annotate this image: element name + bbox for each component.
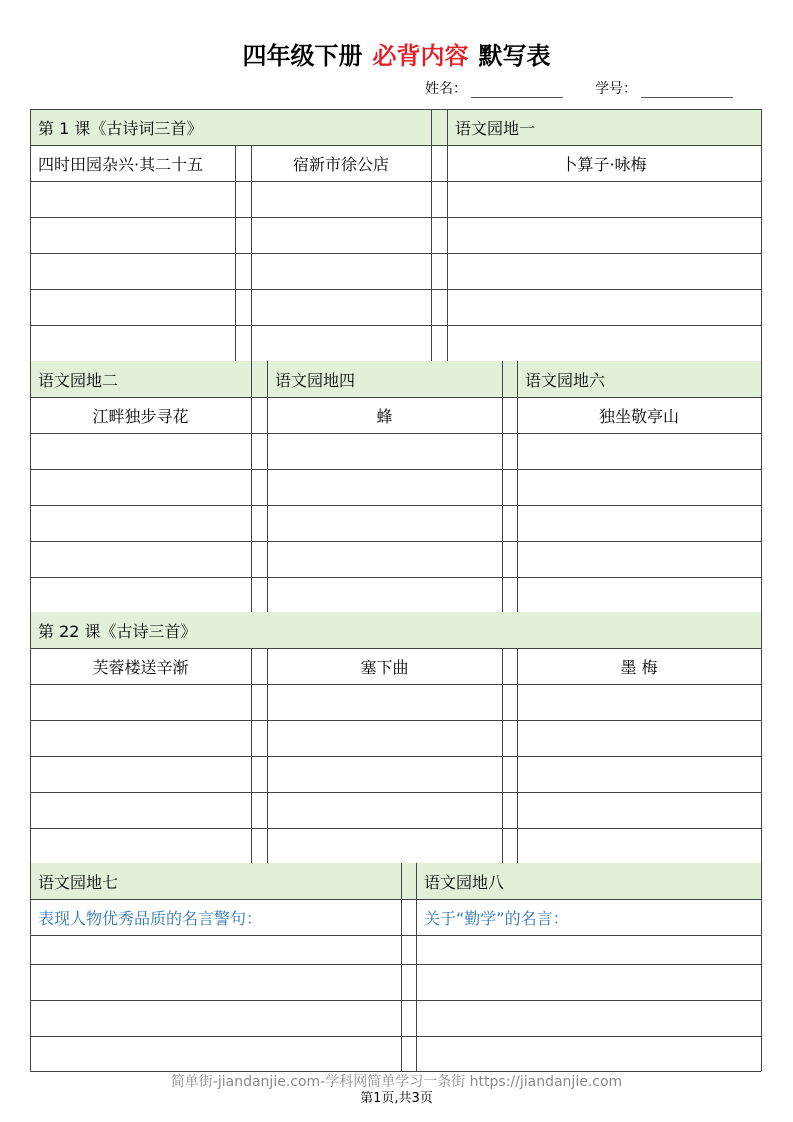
poem-title: 卜算子·咏梅 bbox=[561, 154, 647, 174]
poem-title: 宿新市徐公店 bbox=[292, 154, 389, 174]
prompt-text: 关于“勤学”的名言： bbox=[424, 908, 569, 928]
page-title bbox=[0, 36, 793, 71]
id-field[interactable] bbox=[641, 83, 733, 98]
name-label: 姓名： bbox=[425, 81, 467, 97]
section-header: 语文园地六 bbox=[517, 361, 761, 397]
section-header: 语文园地一 bbox=[447, 109, 761, 145]
poem-title: 蜂 bbox=[376, 406, 393, 426]
student-info bbox=[425, 78, 733, 98]
gap-cell bbox=[502, 361, 517, 397]
poem-title: 四时田园杂兴·其二十五 bbox=[38, 154, 204, 174]
section-header: 语文园地四 bbox=[267, 361, 502, 397]
poem-title: 塞下曲 bbox=[360, 657, 409, 677]
name-field[interactable] bbox=[471, 83, 563, 98]
section-header: 语文园地二 bbox=[30, 361, 251, 397]
section-header: 语文园地八 bbox=[416, 863, 761, 899]
title-grade: 四年级下册 bbox=[242, 42, 363, 70]
gap-cell bbox=[401, 863, 416, 899]
gap-cell bbox=[251, 361, 267, 397]
prompt-text: 表现人物优秀品质的名言警句： bbox=[38, 908, 263, 928]
title-suffix: 默写表 bbox=[478, 42, 551, 70]
poem-title: 墨 梅 bbox=[620, 657, 658, 677]
section-header: 第 1 课《古诗词三首》 bbox=[30, 109, 431, 145]
watermark: 简单街-jiandanjie.com-学科网简单学习一条街 https://jiandanjie.com bbox=[170, 1074, 623, 1090]
section-header: 第 22 课《古诗三首》 bbox=[30, 612, 761, 648]
poem-title: 芙蓉楼送辛渐 bbox=[92, 657, 189, 677]
section-header: 语文园地七 bbox=[30, 863, 401, 899]
page-number: 第1页,共3页 bbox=[360, 1091, 433, 1106]
title-highlight: 必背内容 bbox=[372, 42, 469, 70]
poem-title: 江畔独步寻花 bbox=[92, 406, 189, 426]
gap-cell bbox=[431, 109, 447, 145]
id-label: 学号： bbox=[595, 81, 637, 97]
poem-title: 独坐敬亭山 bbox=[598, 406, 679, 426]
